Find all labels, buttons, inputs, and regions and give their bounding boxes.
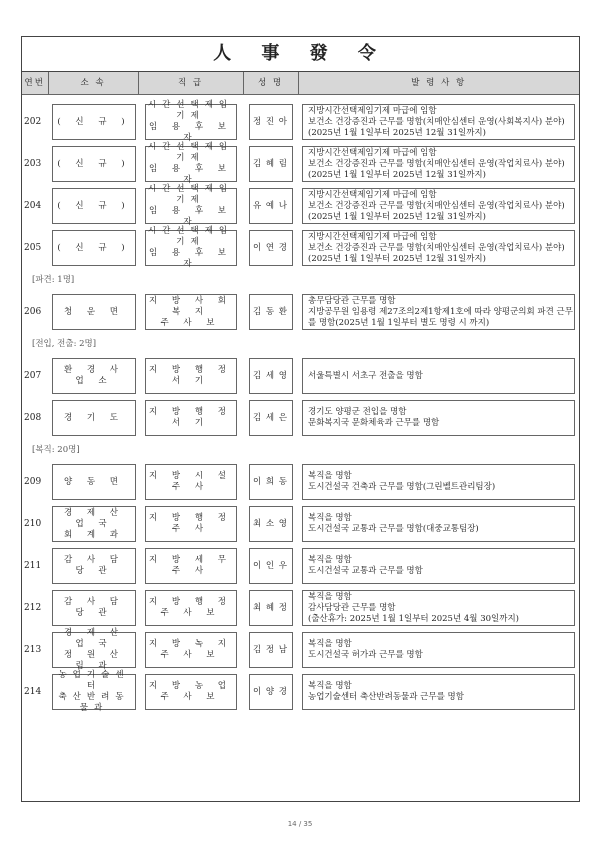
name-cell: 정 진 아 bbox=[249, 104, 293, 140]
table-row bbox=[22, 503, 579, 545]
position-cell: 지 방 세 무 주 사 bbox=[145, 548, 237, 584]
position-cell: 시간선택제임기제 임 용 후 보 자 bbox=[145, 104, 237, 140]
order-cell: 총무담당관 근무를 명함 지방공무원 임용령 제27조의2제1항제1호에 따라 양평군의회 파견 근무를 명함(2025년 1월 1일부터 별도 명령 시 까지) bbox=[302, 294, 575, 330]
order-cell: 지방시간선택제임기제 마급에 임함 보건소 건강증진과 근무를 명함(치매안심센터 운영(작업치료사) 분야) (2025년 1월 1일부터 2025년 12월 31일까지) bbox=[302, 146, 575, 182]
position-cell: 시간선택제임기제 임 용 후 보 자 bbox=[145, 230, 237, 266]
table-header bbox=[22, 72, 579, 95]
table-row bbox=[22, 545, 579, 587]
table-row bbox=[22, 291, 579, 333]
section-label: [파견: 1명] bbox=[32, 274, 75, 285]
name-cell: 김 혜 림 bbox=[249, 146, 293, 182]
position-cell: 시간선택제임기제 임 용 후 보 자 bbox=[145, 188, 237, 224]
personnel-table bbox=[22, 72, 579, 713]
position-cell: 지 방 행 정 서 기 bbox=[145, 358, 237, 394]
order-cell: 지방시간선택제임기제 마급에 임함 보건소 건강증진과 근무를 명함(치매안심센터 운영(작업치료사) 분야) (2025년 1월 1일부터 2025년 12월 31일까지) bbox=[302, 188, 575, 224]
name-cell: 이 희 동 bbox=[249, 464, 293, 500]
name-cell: 이 연 경 bbox=[249, 230, 293, 266]
order-cell: 복직을 명함 도시건설국 교통과 근무를 명함(대중교통팀장) bbox=[302, 506, 575, 542]
position-cell: 지 방 행 정 주 사 보 bbox=[145, 590, 237, 626]
department-cell: 농업기술센터 축산반려동물과 bbox=[52, 674, 136, 710]
name-cell: 김 동 환 bbox=[249, 294, 293, 330]
document-frame bbox=[21, 36, 580, 802]
document-title: 人 事 發 令 bbox=[22, 37, 579, 72]
department-cell: 경 기 도 bbox=[52, 400, 136, 436]
department-cell: ( 신 규 ) bbox=[52, 230, 136, 266]
position-cell: 지 방 시 설 주 사 bbox=[145, 464, 237, 500]
position-cell: 지 방 사 회 복 지 주 사 보 bbox=[145, 294, 237, 330]
department-cell: ( 신 규 ) bbox=[52, 188, 136, 224]
table-row bbox=[22, 629, 579, 671]
row-number: 204 bbox=[24, 200, 42, 211]
row-number: 208 bbox=[24, 412, 42, 423]
department-cell: 양 동 면 bbox=[52, 464, 136, 500]
position-cell: 지 방 농 업 주 사 보 bbox=[145, 674, 237, 710]
position-cell: 지 방 행 정 서 기 bbox=[145, 400, 237, 436]
order-cell: 지방시간선택제임기제 마급에 임함 보건소 건강증진과 근무를 명함(치매안심센터 운영(사회복지사) 분야) (2025년 1월 1일부터 2025년 12월 31일까지) bbox=[302, 104, 575, 140]
section-label-row bbox=[22, 333, 579, 355]
row-number: 207 bbox=[24, 370, 42, 381]
order-cell: 복직을 명함 도시건설국 허가과 근무를 명함 bbox=[302, 632, 575, 668]
row-number: 203 bbox=[24, 158, 42, 169]
table-row bbox=[22, 355, 579, 397]
header-position: 직 급 bbox=[138, 72, 243, 95]
name-cell: 최 혜 정 bbox=[249, 590, 293, 626]
table-row bbox=[22, 587, 579, 629]
section-label: [전입, 전출: 2명] bbox=[32, 338, 97, 349]
row-number: 202 bbox=[24, 116, 42, 127]
department-cell: 감 사 담 당 관 bbox=[52, 590, 136, 626]
table-row bbox=[22, 185, 579, 227]
order-cell: 복직을 명함 도시건설국 교통과 근무를 명함 bbox=[302, 548, 575, 584]
section-label: [복직: 20명] bbox=[32, 444, 80, 455]
page-number: 14 / 35 bbox=[287, 820, 313, 828]
row-number: 206 bbox=[24, 306, 42, 317]
section-label-row bbox=[22, 269, 579, 291]
table-row bbox=[22, 143, 579, 185]
name-cell: 김 정 남 bbox=[249, 632, 293, 668]
department-cell: 환 경 사 업 소 bbox=[52, 358, 136, 394]
position-cell: 지 방 녹 지 주 사 보 bbox=[145, 632, 237, 668]
department-cell: 경 제 산 업 국 회 계 과 bbox=[52, 506, 136, 542]
header-name: 성 명 bbox=[243, 72, 298, 95]
order-cell: 경기도 양평군 전입을 명함 문화복지국 문화체육과 근무를 명함 bbox=[302, 400, 575, 436]
table-row bbox=[22, 461, 579, 503]
header-order: 발 령 사 항 bbox=[298, 72, 579, 95]
position-cell: 지 방 행 정 주 사 bbox=[145, 506, 237, 542]
order-cell: 지방시간선택제임기제 마급에 임함 보건소 건강증진과 근무를 명함(치매안심센터 운영(작업치료사) 분야) (2025년 1월 1일부터 2025년 12월 31일까지) bbox=[302, 230, 575, 266]
table-row bbox=[22, 671, 579, 713]
row-number: 214 bbox=[24, 686, 42, 697]
department-cell: 감 사 담 당 관 bbox=[52, 548, 136, 584]
department-cell: ( 신 규 ) bbox=[52, 104, 136, 140]
section-label-row bbox=[22, 439, 579, 461]
department-cell: 청 운 면 bbox=[52, 294, 136, 330]
name-cell: 김 세 은 bbox=[249, 400, 293, 436]
header-dept: 소 속 bbox=[48, 72, 138, 95]
order-cell: 복직을 명함 도시건설국 건축과 근무를 명함(그린벨트관리팀장) bbox=[302, 464, 575, 500]
row-number: 212 bbox=[24, 602, 42, 613]
table-row bbox=[22, 227, 579, 269]
header-no: 연번 bbox=[22, 72, 48, 95]
position-cell: 시간선택제임기제 임 용 후 보 자 bbox=[145, 146, 237, 182]
row-number: 205 bbox=[24, 242, 42, 253]
order-cell: 복직을 명함 농업기술센터 축산반려동물과 근무를 명함 bbox=[302, 674, 575, 710]
order-cell: 서울특별시 서초구 전출을 명함 bbox=[302, 358, 575, 394]
order-cell: 복직을 명함 감사담당관 근무를 명함 (출산휴가: 2025년 1월 1일부터 2025년 4월 30일까지) bbox=[302, 590, 575, 626]
name-cell: 김 세 영 bbox=[249, 358, 293, 394]
department-cell: ( 신 규 ) bbox=[52, 146, 136, 182]
row-number: 210 bbox=[24, 518, 42, 529]
table-row bbox=[22, 101, 579, 143]
name-cell: 유 예 나 bbox=[249, 188, 293, 224]
table-row bbox=[22, 397, 579, 439]
name-cell: 최 소 영 bbox=[249, 506, 293, 542]
row-number: 209 bbox=[24, 476, 42, 487]
name-cell: 이 양 경 bbox=[249, 674, 293, 710]
name-cell: 이 인 우 bbox=[249, 548, 293, 584]
department-cell: 경 제 산 업 국 정 원 산 림 과 bbox=[52, 632, 136, 668]
row-number: 213 bbox=[24, 644, 42, 655]
row-number: 211 bbox=[24, 560, 42, 571]
